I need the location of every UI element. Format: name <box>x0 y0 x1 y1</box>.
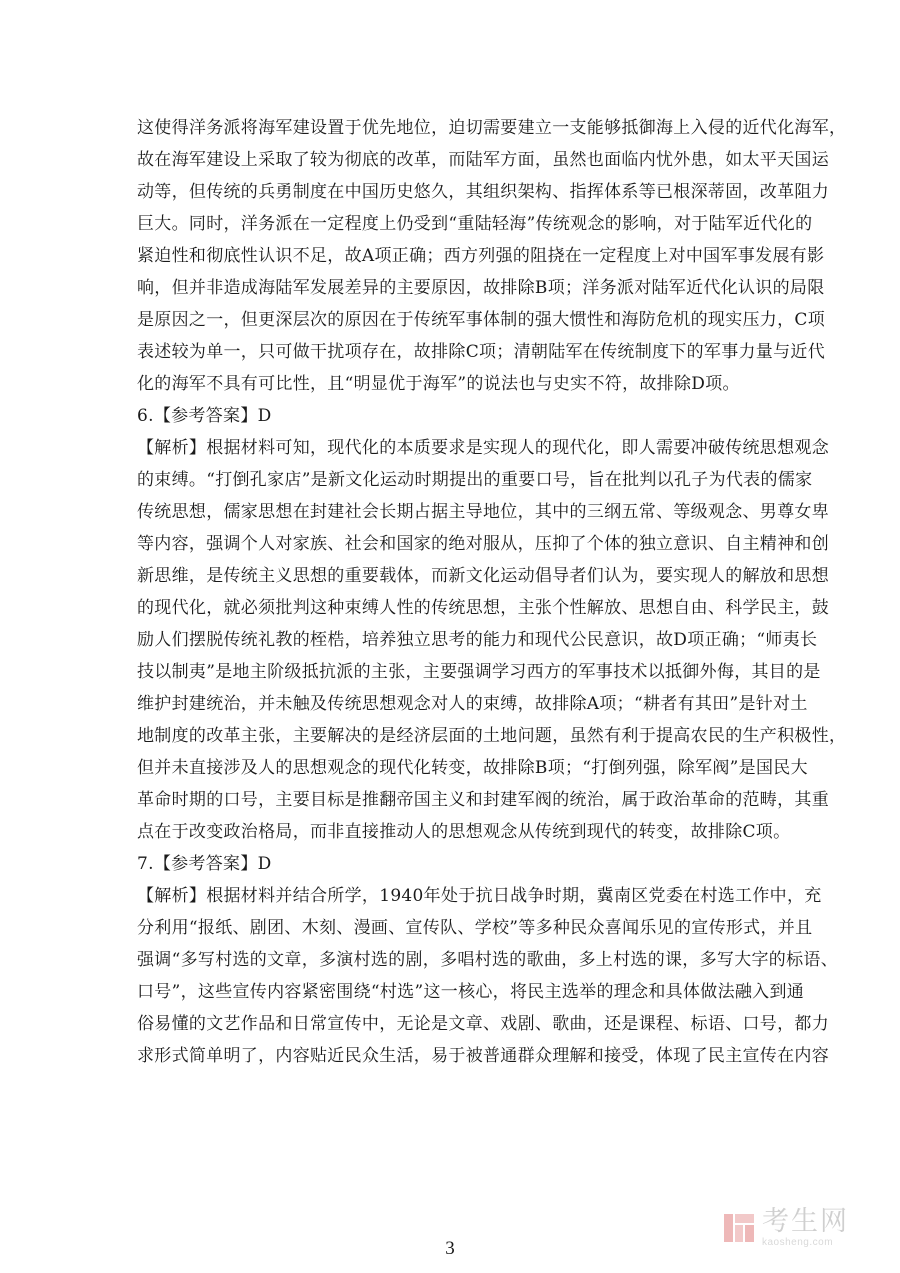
text-line: 传统思想，儒家思想在封建社会长期占据主导地位，其中的三纲五常、等级观念、男尊女卑 <box>137 502 829 522</box>
q7-answer: 7.【参考答案】D <box>137 854 272 874</box>
text-line: 求形式简单明了，内容贴近民众生活，易于被普通群众理解和接受，体现了民主宣传在内容 <box>137 1046 829 1066</box>
paragraph-q7-analysis <box>137 880 838 1072</box>
text-line: 巨大。同时，洋务派在一定程度上仍受到“重陆轻海”传统观念的影响，对于陆军近代化的 <box>137 214 813 234</box>
kaosheng-logo-icon <box>722 1211 756 1245</box>
text-line: 化的海军不具有可比性，且“明显优于海军”的说法也与史实不符，故排除D项。 <box>137 374 740 394</box>
page-number: 3 <box>445 1238 455 1259</box>
paragraph-q5-continuation <box>137 112 847 400</box>
watermark-logo <box>722 1200 882 1256</box>
text-line: 地制度的改革主张，主要解决的是经济层面的土地问题，虽然有利于提高农民的生产积极性， <box>137 726 847 746</box>
text-line: 【解析】根据材料并结合所学，1940年处于抗日战争时期，冀南区党委在村选工作中，充 <box>137 886 822 906</box>
text-line: 的现代化，就必须批判这种束缚人性的传统思想，主张个性解放、思想自由、科学民主，鼓 <box>137 598 829 618</box>
text-line: 点在于改变政治格局，而非直接推动人的思想观念从传统到现代的转变，故排除C项。 <box>137 822 791 842</box>
document-body <box>137 112 847 1072</box>
text-line: 维护封建统治，并未触及传统思想观念对人的束缚，故排除A项；“耕者有其田”是针对土 <box>137 694 808 714</box>
q6-answer: 6.【参考答案】D <box>137 406 272 426</box>
text-line: 分利用“报纸、剧团、木刻、漫画、宣传队、学校”等多种民众喜闻乐见的宣传形式，并且 <box>137 918 813 938</box>
paragraph-q6-analysis <box>137 432 847 848</box>
text-line: 革命时期的口号，主要目标是推翻帝国主义和封建军阀的统治，属于政治革命的范畴，其重 <box>137 790 829 810</box>
text-line: 新思维，是传统主义思想的重要载体，而新文化运动倡导者们认为，要实现人的解放和思想 <box>137 566 829 586</box>
text-line: 但并未直接涉及人的思想观念的现代化转变，故排除B项；“打倒列强，除军阀”是国民大 <box>137 758 808 778</box>
text-line: 的束缚。“打倒孔家店”是新文化运动时期提出的重要口号，旨在批判以孔子为代表的儒家 <box>137 470 813 490</box>
text-line: 技以制夷”是地主阶级抵抗派的主张，主要强调学习西方的军事技术以抵御外侮，其目的是 <box>137 662 821 682</box>
text-line: 强调“多写村选的文章，多演村选的剧，多唱村选的歌曲，多上村选的课，多写大字的标语、 <box>137 950 838 970</box>
watermark-brand-en: kaosheng.com <box>762 1237 834 1248</box>
text-line: 等内容，强调个人对家族、社会和国家的绝对服从，压抑了个体的独立意识、自主精神和创 <box>137 534 829 554</box>
text-line: 表述较为单一，只可做干扰项存在，故排除C项；清朝陆军在传统制度下的军事力量与近代 <box>137 342 826 362</box>
text-line: 是原因之一，但更深层次的原因在于传统军事体制的强大惯性和海防危机的现实压力，C项 <box>137 310 826 330</box>
text-line: 口号”，这些宣传内容紧密围绕“村选”这一核心，将民主选举的理念和具体做法融入到通 <box>137 982 805 1002</box>
watermark-brand-cn: 考生网 <box>762 1206 849 1237</box>
text-line: 这使得洋务派将海军建设置于优先地位，迫切需要建立一支能够抵御海上入侵的近代化海军， <box>137 118 847 138</box>
text-line: 【解析】根据材料可知，现代化的本质要求是实现人的现代化，即人需要冲破传统思想观念 <box>137 438 829 458</box>
text-line: 紧迫性和彻底性认识不足，故A项正确；西方列强的阻挠在一定程度上对中国军事发展有影 <box>137 246 825 266</box>
text-line: 动等，但传统的兵勇制度在中国历史悠久，其组织架构、指挥体系等已根深蒂固，改革阻力 <box>137 182 829 202</box>
text-line: 故在海军建设上采取了较为彻底的改革，而陆军方面，虽然也面临内忧外患，如太平天国运 <box>137 150 829 170</box>
text-line: 响，但并非造成海陆军发展差异的主要原因，故排除B项；洋务派对陆军近代化认识的局限 <box>137 278 825 298</box>
text-line: 俗易懂的文艺作品和日常宣传中，无论是文章、戏剧、歌曲，还是课程、标语、口号，都力 <box>137 1014 829 1034</box>
text-line: 励人们摆脱传统礼教的桎梏，培养独立思考的能力和现代公民意识，故D项正确；“师夷长 <box>137 630 818 650</box>
